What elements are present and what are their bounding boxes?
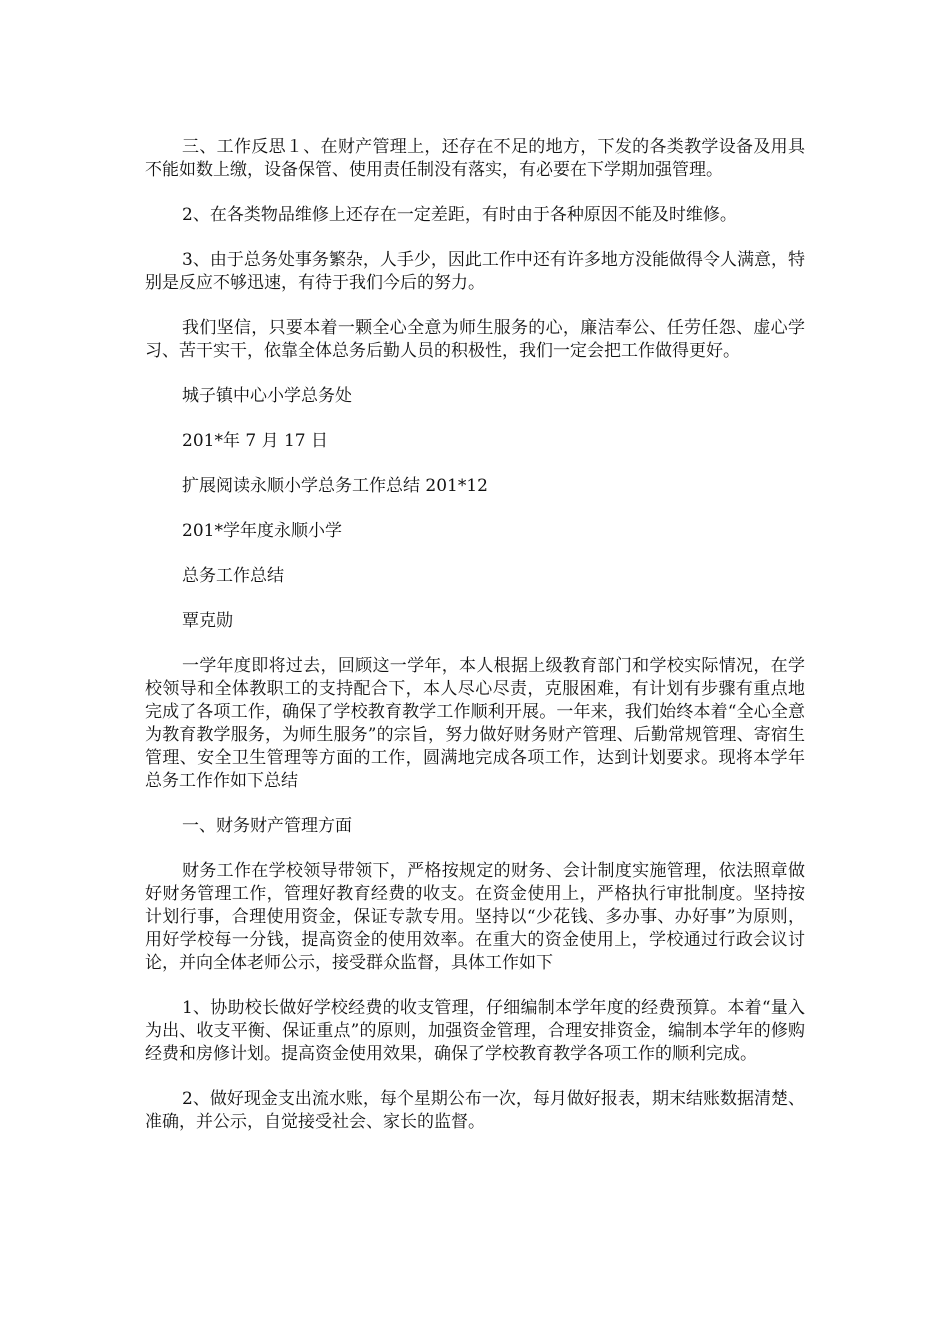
paragraph-finance-overview: 财务工作在学校领导带领下，严格按规定的财务、会计制度实施管理，依法照章做好财务管理工作，管理好教育经费的收支。在资金使用上，严格执行审批制度。坚持按计划行事，合理使用资金，保证专款专用。坚持以“少花钱、多办事、办好事”为原则，用好学校每一分钱，提高资金的使用效率。在重大的资金使用上，学校通过行政会议讨论，并向全体老师公示，接受群众监督，具体工作如下 [145,861,805,973]
paragraph-budget: 1、协助校长做好学校经费的收支管理，仔细编制本学年度的经费预算。本着“量入为出、收支平衡、保证重点”的原则，加强资金管理，合理安排资金，编制本学年的修购经费和房修计划。提高资金使用效果，确保了学校教育教学各项工作的顺利完成。 [145,998,805,1064]
paragraph-staffing-issue: 3、由于总务处事务繁杂，人手少，因此工作中还有许多地方没能做得令人满意，特别是反应不够迅速，有待于我们今后的努力。 [145,250,805,293]
signature-office: 城子镇中心小学总务处 [182,386,352,406]
section-heading-finance: 一、财务财产管理方面 [182,816,352,836]
paragraph-work-reflection: 三、工作反思１、在财产管理上，还存在不足的地方，下发的各类教学设备及用具不能如数上缴，设备保管、使用责任制没有落实，有必要在下学期加强管理。 [145,137,805,180]
paragraph-introduction: 一学年度即将过去，回顾这一学年，本人根据上级教育部门和学校实际情况，在学校领导和全体教职工的支持配合下，本人尽心尽责，克服困难，有计划有步骤有重点地完成了各项工作，确保了学校教育教学工作顺利开展。一年来，我们始终本着“全心全意为教育教学服务，为师生服务”的宗旨，努力做好财务财产管理、后勤常规管理、寄宿生管理、安全卫生管理等方面的工作，圆满地完成各项工作，达到计划要求。现将本学年总务工作作如下总结 [145,656,805,791]
summary-heading: 总务工作总结 [182,566,284,586]
extended-reading-title: 扩展阅读永顺小学总务工作总结 201*12 [182,476,488,496]
school-year-heading: 201*学年度永顺小学 [182,521,342,541]
paragraph-commitment: 我们坚信，只要本着一颗全心全意为师生服务的心，廉洁奉公、任劳任怨、虚心学习、苦干实干，依靠全体总务后勤人员的积极性，我们一定会把工作做得更好。 [145,318,805,361]
paragraph-cash-ledger: 2、做好现金支出流水账，每个星期公布一次，每月做好报表，期末结账数据清楚、准确，并公示，自觉接受社会、家长的监督。 [145,1089,805,1132]
paragraph-repair-issue: 2、在各类物品维修上还存在一定差距，有时由于各种原因不能及时维修。 [182,205,737,225]
document-body [145,136,805,1156]
signature-date: 201*年 7 月 17 日 [182,431,329,451]
author-name: 覃克勋 [182,611,233,631]
